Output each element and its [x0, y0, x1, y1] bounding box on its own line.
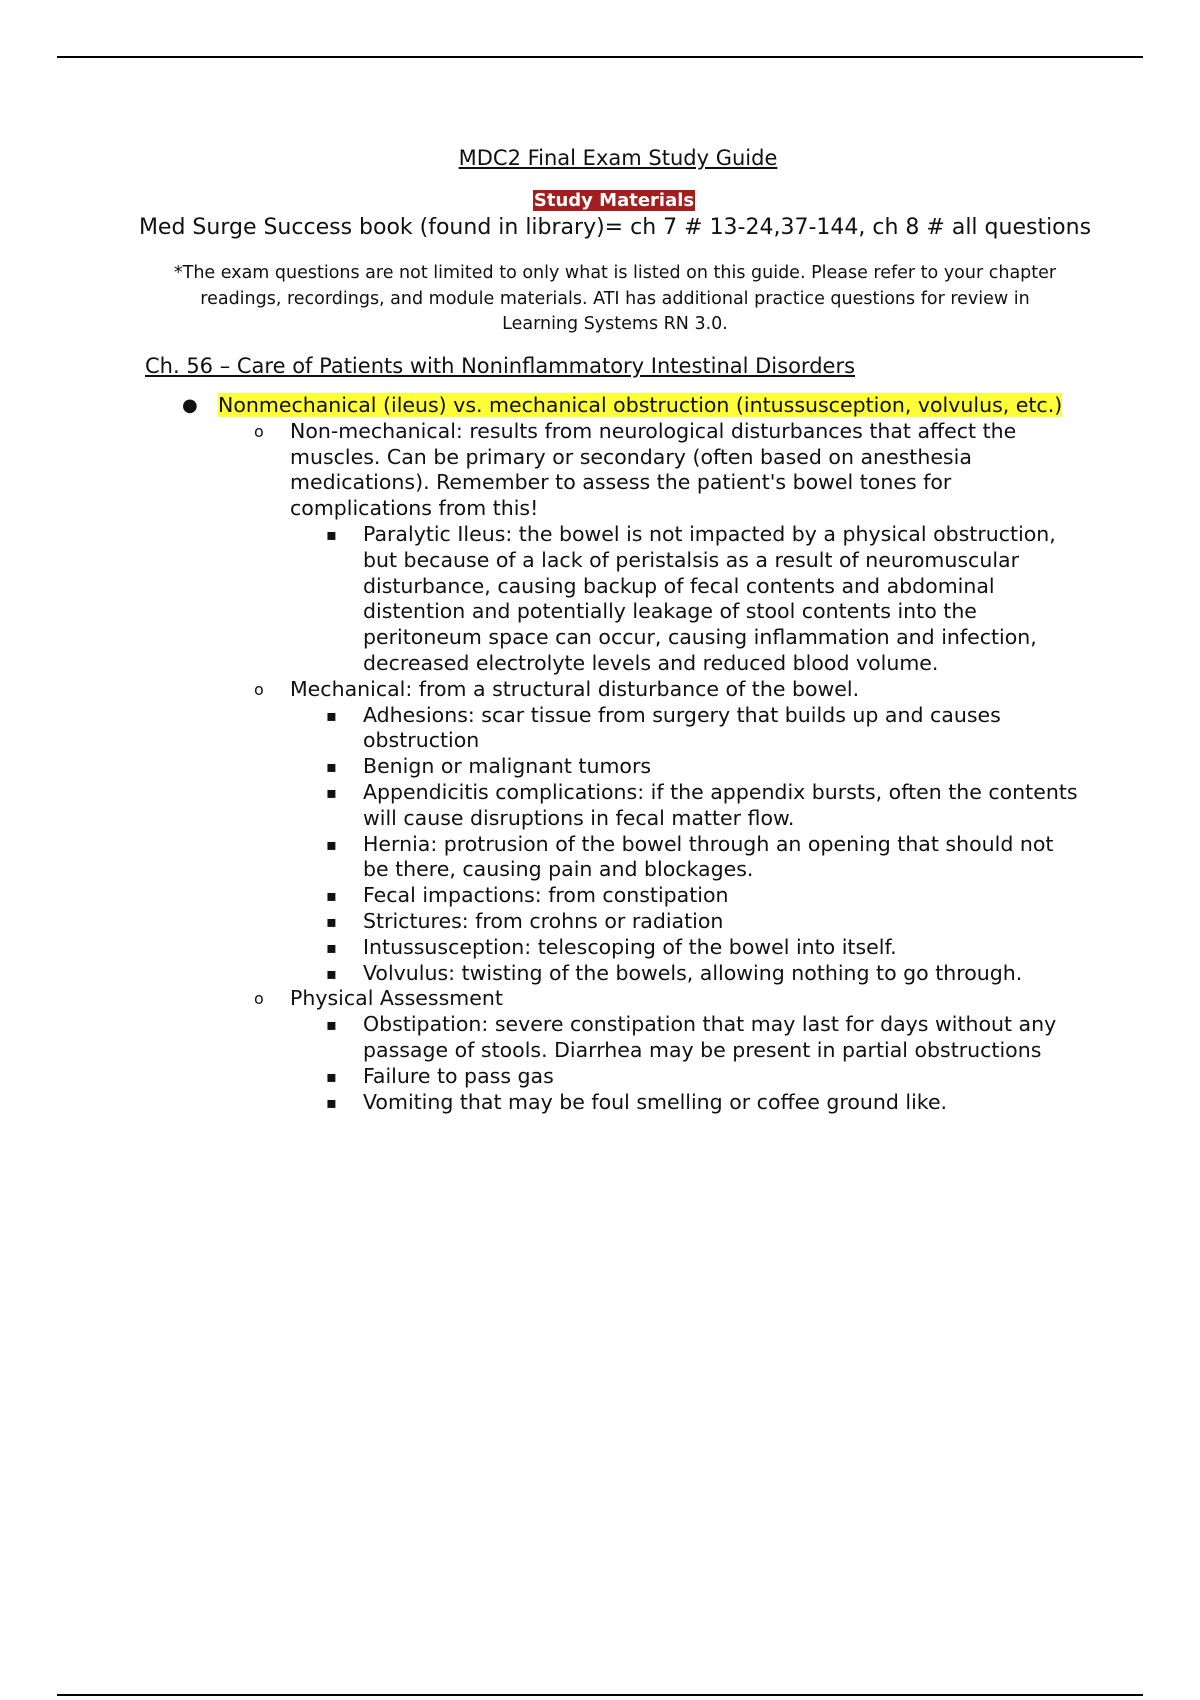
item-marker: ▪ — [326, 757, 337, 777]
list-item-text: Failure to pass gas — [363, 1063, 554, 1088]
list-item — [0, 909, 1083, 935]
list-item-text: Obstipation: severe constipation that may last for days without any passage of stools. Diarrhea may be present in partial obstructions — [363, 1012, 1057, 1062]
list-item — [0, 961, 1083, 987]
list-item — [0, 754, 1083, 780]
subtopic-text: Physical Assessment — [290, 986, 503, 1011]
list-item-text: Vomiting that may be foul smelling or coffee ground like. — [363, 1089, 948, 1114]
list-item-text: Volvulus: twisting of the bowels, allowing nothing to go through. — [363, 960, 1023, 985]
study-materials-line: Med Surge Success book (found in library)= ch 7 # 13-24,37-144, ch 8 # all questions — [138, 215, 1092, 240]
sub-marker: o — [254, 421, 264, 441]
item-marker: ▪ — [326, 705, 337, 725]
list-item-text: Appendicitis complications: if the appendix bursts, often the contents will cause disruptions in fecal matter flow. — [363, 779, 1078, 830]
list-item-text: Intussusception: telescoping of the bowel into itself. — [363, 934, 897, 959]
list-item-text: Paralytic Ileus: the bowel is not impacted by a physical obstruction, but because of a lack of peristalsis as a result of neuromuscular disturbance, causing backup of fecal contents and abdominal distention and potentially leakage of stool contents into the peritoneum space can occur, causing inflammation and infection, decreased electrolyte levels and reduced blood volume. — [363, 521, 1056, 675]
study-materials-heading-text: Study Materials — [533, 190, 695, 211]
sub-marker: o — [254, 679, 264, 699]
list-item — [0, 1090, 1083, 1116]
disclaimer-note: *The exam questions are not limited to only what is listed on this guide. Please refer to your chapter readings, recordings, and module materials. ATI has additional practice questions for review in Learning Systems RN 3.0. — [173, 263, 1057, 334]
item-marker: ▪ — [326, 886, 337, 906]
topic-item — [0, 393, 1200, 419]
document-title — [0, 145, 1200, 171]
list-item — [0, 935, 1083, 961]
header-rule — [57, 56, 1143, 58]
item-marker: ▪ — [326, 782, 337, 802]
list-item-text: Hernia: protrusion of the bowel through an opening that should not be there, causing pain and blockages. — [363, 831, 1054, 882]
item-marker: ▪ — [326, 1092, 337, 1112]
list-item-text: Adhesions: scar tissue from surgery that builds up and causes obstruction — [363, 702, 1001, 753]
list-item — [0, 780, 1083, 832]
item-marker: ▪ — [326, 834, 337, 854]
list-item — [0, 703, 1103, 755]
document-title-text: MDC2 Final Exam Study Guide — [458, 146, 778, 170]
list-item-text: Fecal impactions: from constipation — [363, 883, 729, 908]
item-marker: ▪ — [326, 1015, 337, 1035]
item-marker: ▪ — [326, 911, 337, 931]
list-item — [0, 883, 1083, 909]
sub-marker: o — [254, 989, 264, 1009]
chapter-heading: Ch. 56 – Care of Patients with Noninflammatory Intestinal Disorders — [145, 354, 856, 378]
list-item-text: Strictures: from crohns or radiation — [363, 908, 724, 933]
subtopic-physical-assessment — [0, 986, 1080, 1012]
bullet-marker: ● — [182, 395, 198, 416]
outline — [0, 393, 1200, 1115]
subtopic-mechanical — [0, 677, 1080, 703]
list-item — [0, 1012, 1083, 1064]
list-item — [0, 522, 1083, 677]
item-marker: ▪ — [326, 963, 337, 983]
topic-text: Nonmechanical (ileus) vs. mechanical obstruction (intussusception, volvulus, etc.) — [218, 393, 1063, 417]
list-item — [0, 832, 1083, 884]
item-marker: ▪ — [326, 937, 337, 957]
subtopic-nonmechanical — [0, 419, 1080, 522]
item-marker: ▪ — [326, 1066, 337, 1086]
study-materials-heading — [0, 189, 1200, 213]
list-item-text: Benign or malignant tumors — [363, 754, 652, 779]
subtopic-text: Mechanical: from a structural disturbance of the bowel. — [290, 676, 860, 701]
footer-rule — [57, 1694, 1143, 1696]
item-marker: ▪ — [326, 524, 337, 544]
list-item — [0, 1064, 1083, 1090]
subtopic-text: Non-mechanical: results from neurological disturbances that affect the muscles. Can be primary or secondary (often based on anesthesia medications). Remember to assess the patient's bowel tones for complications from this! — [290, 418, 1017, 521]
